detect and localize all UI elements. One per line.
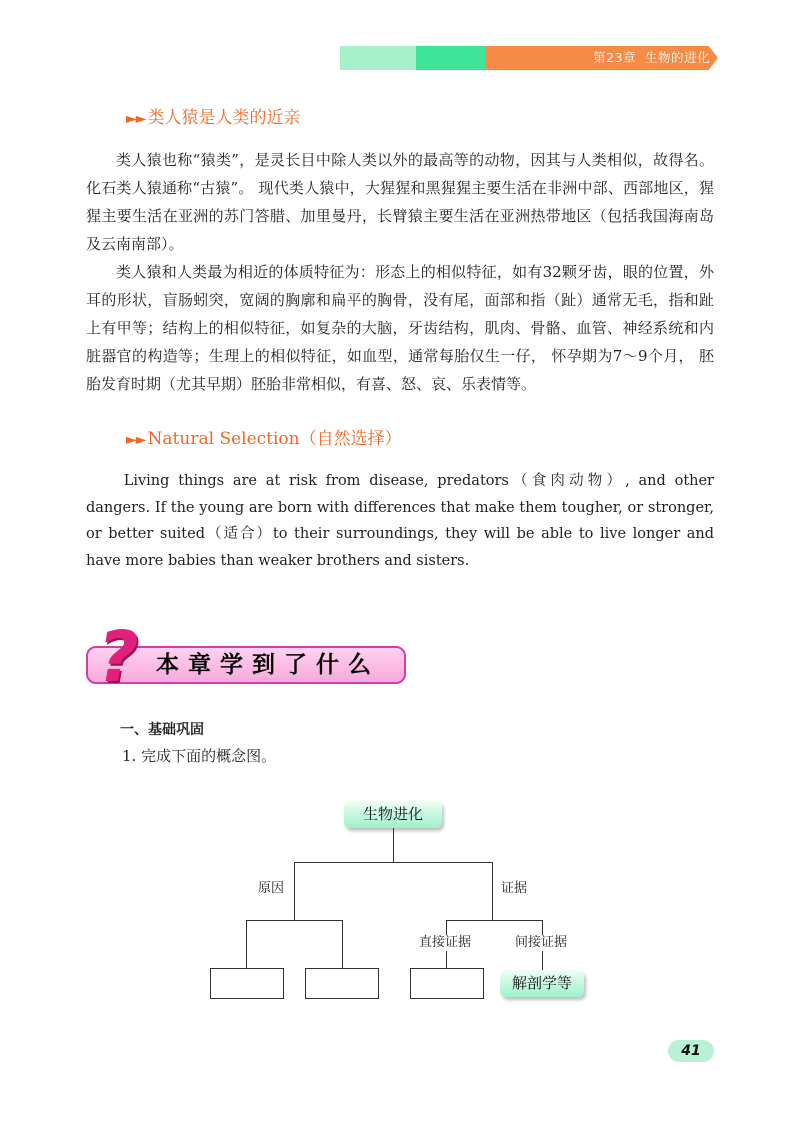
paragraph: Living things are at risk from disease, predators（食肉动物）, and other dangers. If the young are born with differences that make them tougher, or stronger, or better suited（适合）to their surroundings, they will be able to live longer and have more babies than weaker brothers and sisters. — [86, 473, 714, 569]
section-body-apes — [86, 146, 714, 398]
header-band-light — [340, 46, 416, 70]
exercise-item: 1. 完成下面的概念图。 — [122, 747, 277, 765]
concept-node-anatomy: 解剖学等 — [500, 970, 584, 997]
section-heading-apes — [126, 106, 301, 131]
connector-line — [246, 920, 247, 968]
chapter-title: 生物的进化 — [644, 50, 710, 65]
concept-node-root: 生物进化 — [344, 801, 442, 828]
connector-line — [342, 920, 343, 968]
section-body-natural-selection — [86, 468, 714, 574]
section-heading-natural-selection — [126, 427, 402, 452]
connector-line — [446, 920, 543, 921]
section-title: 类人猿是人类的近亲 — [147, 108, 301, 128]
connector-line — [246, 920, 343, 921]
paragraph: 类人猿和人类最为相近的体质特征为：形态上的相似特征，如有32颗牙齿，眼的位置，外耳的形状，盲肠蚓突，宽阔的胸廓和扁平的胸骨，没有尾，面部和指（趾）通常无毛，指和趾上有甲等；结构上的相似特征，如复杂的大脑，牙齿结构，肌肉、骨骼、血管、神经系统和内脏器官的构造等；生理上的相似特征，如血型，通常每胎仅生一仔， 怀孕期为7～9个月， 胚胎发育时期（尤其早期）胚胎非常相似，有喜、怒、哀、乐表情等。 — [86, 263, 714, 393]
page-number: 41 — [668, 1040, 714, 1062]
header-band-green — [416, 46, 486, 70]
paragraph: 类人猿也称“猿类”，是灵长目中除人类以外的最高等的动物，因其与人类相似，故得名。化石类人猿通称“古猿”。 现代类人猿中，大猩猩和黑猩猩主要生活在非洲中部、西部地区，猩猩主要生活在亚洲的苏门答腊、加里曼丹，长臂猿主要生活在亚洲热带地区（包括我国海南岛及云南南部）。 — [86, 151, 714, 253]
chapter-header — [560, 46, 710, 70]
question-mark-icon: ? — [90, 616, 146, 698]
section-title: Natural Selection（自然选择） — [147, 429, 402, 449]
concept-label-indirect-evidence: 间接证据 — [515, 935, 568, 950]
concept-label-direct-evidence: 直接证据 — [419, 935, 472, 950]
connector-line — [294, 862, 493, 863]
chapter-number: 第23章 — [593, 50, 637, 65]
connector-line — [294, 862, 295, 920]
connector-line — [393, 828, 394, 862]
concept-label-cause: 原因 — [258, 881, 285, 896]
concept-label-evidence: 证据 — [501, 881, 528, 896]
section-marker-icon: ►► — [126, 111, 146, 127]
concept-blank-box — [210, 968, 284, 999]
exercise-heading: 一、基础巩固 — [120, 722, 204, 738]
concept-blank-box — [305, 968, 379, 999]
connector-line — [492, 862, 493, 920]
banner-title: 本章学到了什么 — [156, 652, 380, 678]
section-marker-icon: ►► — [126, 432, 146, 448]
concept-blank-box — [410, 968, 484, 999]
